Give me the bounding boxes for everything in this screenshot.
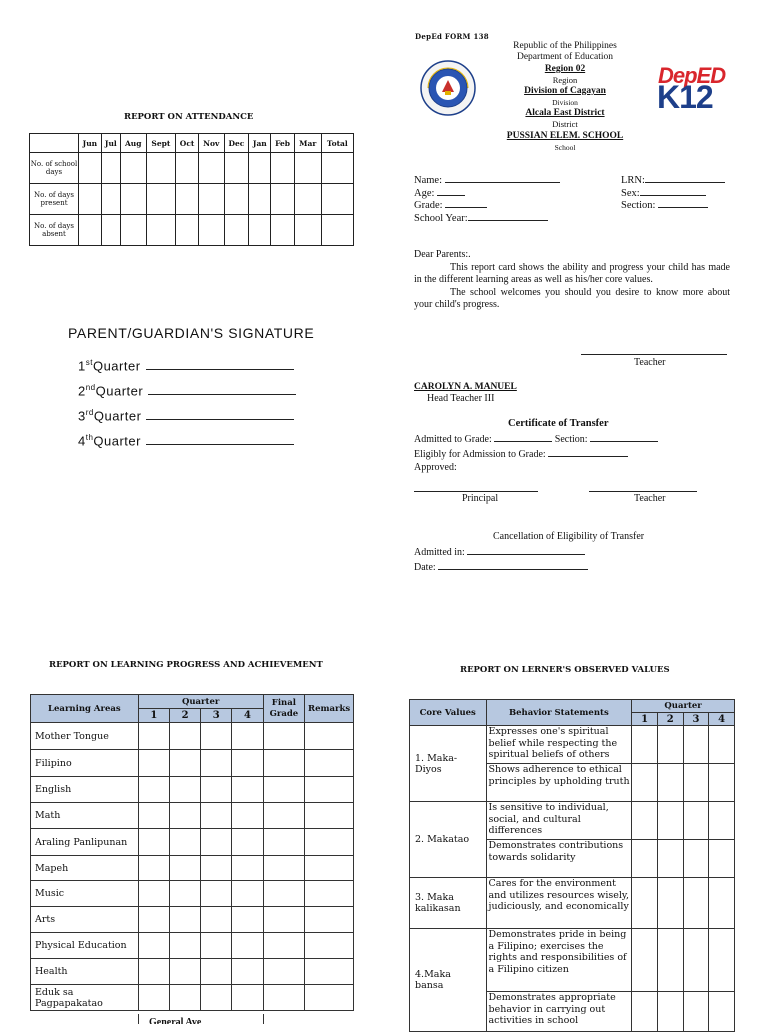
grade-cell[interactable]	[169, 856, 200, 881]
grade-cell[interactable]	[169, 829, 200, 856]
grade-cell[interactable]	[232, 750, 263, 777]
learning-area-label: Math	[31, 803, 139, 829]
quarter-word: Quarter	[93, 408, 142, 424]
signature-quarter-row	[78, 408, 296, 433]
attendance-title: REPORT ON ATTENDANCE	[124, 112, 254, 122]
attendance-cell[interactable]	[321, 153, 353, 184]
signature-line[interactable]	[146, 434, 294, 445]
attendance-cell[interactable]	[224, 215, 249, 246]
grade-cell[interactable]	[138, 829, 169, 856]
rating-cell[interactable]	[657, 840, 683, 878]
grade-cell[interactable]	[201, 777, 232, 803]
grade-cell[interactable]	[232, 829, 263, 856]
rating-cell[interactable]	[683, 840, 709, 878]
grade-cell[interactable]	[138, 959, 169, 985]
rating-cell[interactable]	[657, 764, 683, 802]
attendance-cell[interactable]	[79, 215, 102, 246]
values-row	[410, 878, 735, 929]
grade-cell[interactable]	[201, 856, 232, 881]
learning-row	[31, 881, 354, 907]
district-label: District	[552, 119, 578, 129]
learning-quarter-header: Quarter	[138, 695, 263, 709]
grade-cell[interactable]	[169, 750, 200, 777]
quarter-suffix: rd	[85, 408, 94, 417]
core-value-label: 1. Maka- Diyos	[410, 726, 487, 802]
attendance-cell[interactable]	[176, 153, 199, 184]
section-field[interactable]	[658, 197, 708, 208]
attendance-cell[interactable]	[199, 153, 224, 184]
rating-cell[interactable]	[657, 878, 683, 929]
signature-quarter-row	[78, 383, 296, 408]
grade-cell[interactable]	[138, 856, 169, 881]
teacher-signature-line	[581, 354, 727, 355]
month-header: Dec	[224, 134, 249, 153]
learning-area-label: Araling Panlipunan	[31, 829, 139, 856]
republic-text: Republic of the Philippines	[513, 41, 617, 51]
month-header: Total	[321, 134, 353, 153]
learning-row	[31, 750, 354, 777]
attendance-cell[interactable]	[271, 153, 295, 184]
grade-cell[interactable]	[232, 723, 263, 750]
grade-cell[interactable]	[305, 829, 354, 856]
department-text: Department of Education	[516, 52, 614, 62]
grade-cell[interactable]	[263, 777, 305, 803]
grade-cell[interactable]	[201, 829, 232, 856]
month-header: Nov	[199, 134, 224, 153]
final-grade-header: Final Grade	[263, 695, 305, 723]
behavior-statement: Expresses one's spiritual belief while respecting the spiritual beliefs of others	[486, 726, 632, 764]
attendance-row	[30, 215, 354, 246]
grade-cell[interactable]	[232, 985, 263, 1011]
grade-cell[interactable]	[263, 829, 305, 856]
learning-table	[30, 694, 354, 1011]
cert-eligibility-field[interactable]	[548, 446, 628, 457]
signature-quarter-row	[78, 433, 296, 458]
grade-cell[interactable]	[232, 933, 263, 959]
learning-row	[31, 985, 354, 1011]
rating-cell[interactable]	[683, 802, 709, 840]
quarter-word: Quarter	[95, 383, 144, 399]
cancellation-date-field[interactable]	[438, 559, 588, 570]
core-value-label: 3. Maka kalikasan	[410, 878, 487, 929]
grade-cell[interactable]	[138, 907, 169, 933]
attendance-cell[interactable]	[321, 184, 353, 215]
grade-cell[interactable]	[169, 723, 200, 750]
grade-cell[interactable]	[232, 856, 263, 881]
grade-cell[interactable]	[305, 933, 354, 959]
head-teacher-name: CAROLYN A. MANUEL	[414, 382, 517, 392]
month-header: Sept	[146, 134, 175, 153]
quarter-word: Quarter	[92, 358, 141, 374]
signature-title: PARENT/GUARDIAN'S SIGNATURE	[68, 325, 315, 341]
section-label: Section:	[621, 200, 656, 211]
month-header: Jun	[79, 134, 102, 153]
grade-cell[interactable]	[169, 881, 200, 907]
attendance-cell[interactable]	[146, 215, 175, 246]
sex-field[interactable]	[640, 185, 706, 196]
grade-cell[interactable]	[201, 933, 232, 959]
values-quarter-4: 4	[709, 713, 735, 726]
quarter-suffix: nd	[85, 383, 96, 392]
rating-cell[interactable]	[632, 726, 658, 764]
attendance-cell[interactable]	[101, 184, 120, 215]
school-year-field[interactable]	[468, 210, 548, 221]
quarter-number: 2	[78, 383, 86, 399]
grade-cell[interactable]	[305, 723, 354, 750]
grade-cell[interactable]	[263, 856, 305, 881]
signature-line[interactable]	[148, 384, 296, 395]
quarter-number: 1	[78, 358, 86, 374]
attendance-cell[interactable]	[176, 184, 199, 215]
grade-cell[interactable]	[201, 723, 232, 750]
learning-quarter-1: 1	[138, 709, 169, 723]
rating-cell[interactable]	[709, 726, 735, 764]
rating-cell[interactable]	[709, 878, 735, 929]
rating-cell[interactable]	[632, 992, 658, 1032]
quarter-suffix: th	[85, 433, 94, 442]
admitted-in-field[interactable]	[467, 544, 585, 555]
school-header	[490, 41, 640, 153]
quarter-suffix: st	[85, 358, 93, 367]
attendance-cell[interactable]	[101, 153, 120, 184]
learning-area-label: Physical Education	[31, 933, 139, 959]
attendance-cell[interactable]	[120, 153, 146, 184]
region-value: Region 02	[544, 64, 586, 74]
grade-cell[interactable]	[305, 959, 354, 985]
rating-cell[interactable]	[632, 929, 658, 992]
behavior-statement: Is sensitive to individual, social, and cultural differences	[486, 802, 632, 840]
attendance-cell[interactable]	[294, 153, 321, 184]
principal-signature-line	[414, 491, 538, 492]
student-info	[414, 172, 734, 225]
rating-cell[interactable]	[709, 764, 735, 802]
cert-teacher-label: Teacher	[634, 493, 666, 504]
cert-section-field[interactable]	[590, 431, 658, 442]
letter-paragraph-1: This report card shows the ability and progress your child has made in the different learning areas as well as his/her core values.	[414, 261, 730, 285]
rating-cell[interactable]	[632, 840, 658, 878]
attendance-cell[interactable]	[249, 184, 271, 215]
learning-quarter-4: 4	[232, 709, 263, 723]
grade-cell[interactable]	[169, 985, 200, 1011]
grade-cell[interactable]	[232, 803, 263, 829]
grade-cell[interactable]	[305, 985, 354, 1011]
grade-cell[interactable]	[201, 907, 232, 933]
attendance-cell[interactable]	[224, 153, 249, 184]
grade-cell[interactable]	[138, 933, 169, 959]
division-value: Division of Cagayan	[524, 86, 606, 96]
learning-row	[31, 723, 354, 750]
month-header: Oct	[176, 134, 199, 153]
month-header: Mar	[294, 134, 321, 153]
attendance-cell[interactable]	[199, 215, 224, 246]
region-label: Region	[552, 75, 578, 85]
rating-cell[interactable]	[683, 992, 709, 1032]
grade-cell[interactable]	[169, 959, 200, 985]
division-label: Division	[552, 98, 578, 107]
values-row	[410, 726, 735, 764]
grade-cell[interactable]	[169, 907, 200, 933]
month-header: Jul	[101, 134, 120, 153]
rating-cell[interactable]	[657, 726, 683, 764]
grade-cell[interactable]	[138, 985, 169, 1011]
grade-cell[interactable]	[138, 881, 169, 907]
general-average-row	[138, 1014, 264, 1024]
grade-cell[interactable]	[305, 907, 354, 933]
learning-row	[31, 856, 354, 881]
grade-cell[interactable]	[263, 959, 305, 985]
general-average-label: General Ave	[149, 1017, 202, 1024]
rating-cell[interactable]	[632, 764, 658, 802]
district-value: Alcala East District	[525, 108, 605, 118]
deped-logo-text: DepED	[658, 63, 726, 88]
name-label: Name:	[414, 175, 442, 186]
deped-k12-logo	[655, 63, 735, 115]
behavior-statement: Demonstrates contributions towards solidarity	[486, 840, 632, 878]
attendance-table	[29, 133, 354, 246]
month-header: Feb	[271, 134, 295, 153]
attendance-cell[interactable]	[271, 215, 295, 246]
attendance-cell[interactable]	[321, 215, 353, 246]
cert-teacher-signature-line	[589, 491, 697, 492]
values-table	[409, 699, 735, 1032]
age-label: Age:	[414, 187, 435, 199]
age-field[interactable]	[437, 185, 465, 196]
school-label: School	[554, 143, 576, 152]
lrn-label: LRN:	[621, 175, 645, 186]
lrn-field[interactable]	[645, 172, 725, 183]
attendance-cell[interactable]	[224, 184, 249, 215]
cert-section-label: Section:	[554, 434, 588, 445]
learning-quarter-3: 3	[201, 709, 232, 723]
grade-cell[interactable]	[169, 777, 200, 803]
attendance-cell[interactable]	[249, 215, 271, 246]
values-quarter-2: 2	[657, 713, 683, 726]
attendance-cell[interactable]	[249, 153, 271, 184]
month-header: Jan	[249, 134, 271, 153]
behavior-statement: Shows adherence to ethical principles by upholding truth	[486, 764, 632, 802]
rating-cell[interactable]	[709, 992, 735, 1032]
quarter-number: 3	[78, 408, 86, 424]
learning-area-label: Music	[31, 881, 139, 907]
learning-areas-header: Learning Areas	[31, 695, 139, 723]
rating-cell[interactable]	[657, 929, 683, 992]
grade-cell[interactable]	[263, 723, 305, 750]
grade-cell[interactable]	[232, 881, 263, 907]
admitted-in-label: Admitted in:	[414, 547, 465, 558]
learning-area-label: English	[31, 777, 139, 803]
values-row	[410, 802, 735, 840]
values-quarter-header: Quarter	[632, 700, 735, 713]
core-value-label: 2. Makatao	[410, 802, 487, 878]
signature-line[interactable]	[146, 409, 294, 420]
rating-cell[interactable]	[709, 802, 735, 840]
quarter-number: 4	[78, 433, 86, 449]
grade-cell[interactable]	[305, 750, 354, 777]
core-value-label: 4.Maka bansa	[410, 929, 487, 1032]
attendance-row-label: No. of days absent	[30, 215, 79, 246]
attendance-row-label: No. of school days	[30, 153, 79, 184]
learning-area-label: Arts	[31, 907, 139, 933]
k12-logo-text: K12	[657, 79, 713, 115]
behavior-statement: Demonstrates pride in being a Filipino; exercises the rights and responsibilities of a Filipino citizen	[486, 929, 632, 992]
grade-cell[interactable]	[232, 777, 263, 803]
certificate-title: Certificate of Transfer	[508, 418, 609, 429]
cancellation-title: Cancellation of Eligibility of Transfer	[493, 531, 645, 542]
learning-row	[31, 959, 354, 985]
name-field[interactable]	[445, 172, 560, 183]
grade-cell[interactable]	[201, 750, 232, 777]
teacher-label: Teacher	[634, 357, 666, 368]
learning-row	[31, 829, 354, 856]
learning-row	[31, 777, 354, 803]
signature-line[interactable]	[146, 359, 294, 370]
grade-cell[interactable]	[305, 856, 354, 881]
grade-cell[interactable]	[201, 803, 232, 829]
behavior-statements-header: Behavior Statements	[486, 700, 632, 726]
form-code: DepEd FORM 138	[415, 32, 489, 41]
principal-label: Principal	[462, 493, 499, 504]
grade-cell[interactable]	[169, 803, 200, 829]
attendance-row	[30, 184, 354, 215]
cert-admitted-label: Admitted to Grade:	[414, 434, 492, 445]
learning-area-label: Mother Tongue	[31, 723, 139, 750]
learning-row	[31, 803, 354, 829]
values-row	[410, 929, 735, 992]
grade-cell[interactable]	[263, 907, 305, 933]
grade-cell[interactable]	[138, 723, 169, 750]
grade-cell[interactable]	[263, 985, 305, 1011]
learning-area-label: Health	[31, 959, 139, 985]
learning-row	[31, 933, 354, 959]
values-quarter-1: 1	[632, 713, 658, 726]
attendance-cell[interactable]	[146, 184, 175, 215]
signature-quarter-row	[78, 358, 296, 383]
grade-cell[interactable]	[169, 933, 200, 959]
rating-cell[interactable]	[657, 802, 683, 840]
grade-cell[interactable]	[232, 959, 263, 985]
attendance-row-label: No. of days present	[30, 184, 79, 215]
deped-seal-icon	[420, 60, 476, 116]
head-teacher-title: Head Teacher III	[427, 393, 495, 404]
signature-quarters	[78, 358, 296, 458]
rating-cell[interactable]	[709, 840, 735, 878]
grade-cell[interactable]	[201, 985, 232, 1011]
grade-cell[interactable]	[305, 881, 354, 907]
rating-cell[interactable]	[657, 992, 683, 1032]
attendance-cell[interactable]	[294, 184, 321, 215]
attendance-cell[interactable]	[146, 153, 175, 184]
grade-cell[interactable]	[263, 881, 305, 907]
rating-cell[interactable]	[683, 764, 709, 802]
quarter-word: Quarter	[93, 433, 141, 449]
cert-approved-label: Approved:	[414, 462, 457, 473]
cancellation-fields	[414, 544, 588, 574]
grade-cell[interactable]	[138, 777, 169, 803]
attendance-cell[interactable]	[79, 184, 102, 215]
certificate-fields	[414, 431, 734, 474]
grade-cell[interactable]	[201, 959, 232, 985]
grade-label: Grade:	[414, 200, 443, 211]
cancellation-date-label: Date:	[414, 562, 436, 573]
attendance-cell[interactable]	[271, 184, 295, 215]
school-year-label: School Year:	[414, 212, 468, 224]
grade-cell[interactable]	[263, 803, 305, 829]
grade-cell[interactable]	[305, 777, 354, 803]
letter-salutation: Dear Parents:.	[414, 249, 471, 260]
attendance-cell[interactable]	[101, 215, 120, 246]
attendance-cell[interactable]	[120, 215, 146, 246]
grade-cell[interactable]	[232, 907, 263, 933]
attendance-cell[interactable]	[79, 153, 102, 184]
rating-cell[interactable]	[683, 929, 709, 992]
cert-eligibility-label: Eligibly for Admission to Grade:	[414, 449, 546, 460]
behavior-statement: Cares for the environment and utilizes resources wisely, judiciously, and economically	[486, 878, 632, 929]
attendance-cell[interactable]	[199, 184, 224, 215]
core-values-header: Core Values	[410, 700, 487, 726]
learning-quarter-2: 2	[169, 709, 200, 723]
grade-cell[interactable]	[201, 881, 232, 907]
values-title: REPORT ON LERNER'S OBSERVED VALUES	[460, 665, 670, 675]
month-header: Aug	[120, 134, 146, 153]
rating-cell[interactable]	[683, 878, 709, 929]
grade-cell[interactable]	[263, 750, 305, 777]
rating-cell[interactable]	[632, 878, 658, 929]
letter-paragraph-2: The school welcomes you should you desire to know more about your child's progress.	[414, 286, 730, 310]
grade-field[interactable]	[445, 197, 487, 208]
school-value: PUSSIAN ELEM. SCHOOL	[506, 131, 624, 141]
grade-cell[interactable]	[138, 750, 169, 777]
parent-letter	[414, 249, 730, 312]
learning-title: REPORT ON LEARNING PROGRESS AND ACHIEVEMENT	[49, 660, 323, 670]
rating-cell[interactable]	[709, 929, 735, 992]
sex-label: Sex:	[621, 187, 640, 199]
grade-cell[interactable]	[138, 803, 169, 829]
attendance-cell[interactable]	[294, 215, 321, 246]
rating-cell[interactable]	[683, 726, 709, 764]
learning-row	[31, 907, 354, 933]
rating-cell[interactable]	[632, 802, 658, 840]
learning-area-label: Mapeh	[31, 856, 139, 881]
cert-admitted-field[interactable]	[494, 431, 552, 442]
attendance-cell[interactable]	[176, 215, 199, 246]
attendance-row	[30, 153, 354, 184]
values-quarter-3: 3	[683, 713, 709, 726]
remarks-header: Remarks	[305, 695, 354, 723]
grade-cell[interactable]	[263, 933, 305, 959]
learning-area-label: Eduk sa Pagpapakatao	[31, 985, 139, 1011]
behavior-statement: Demonstrates appropriate behavior in carrying out activities in school	[486, 992, 632, 1032]
grade-cell[interactable]	[305, 803, 354, 829]
attendance-cell[interactable]	[120, 184, 146, 215]
learning-area-label: Filipino	[31, 750, 139, 777]
